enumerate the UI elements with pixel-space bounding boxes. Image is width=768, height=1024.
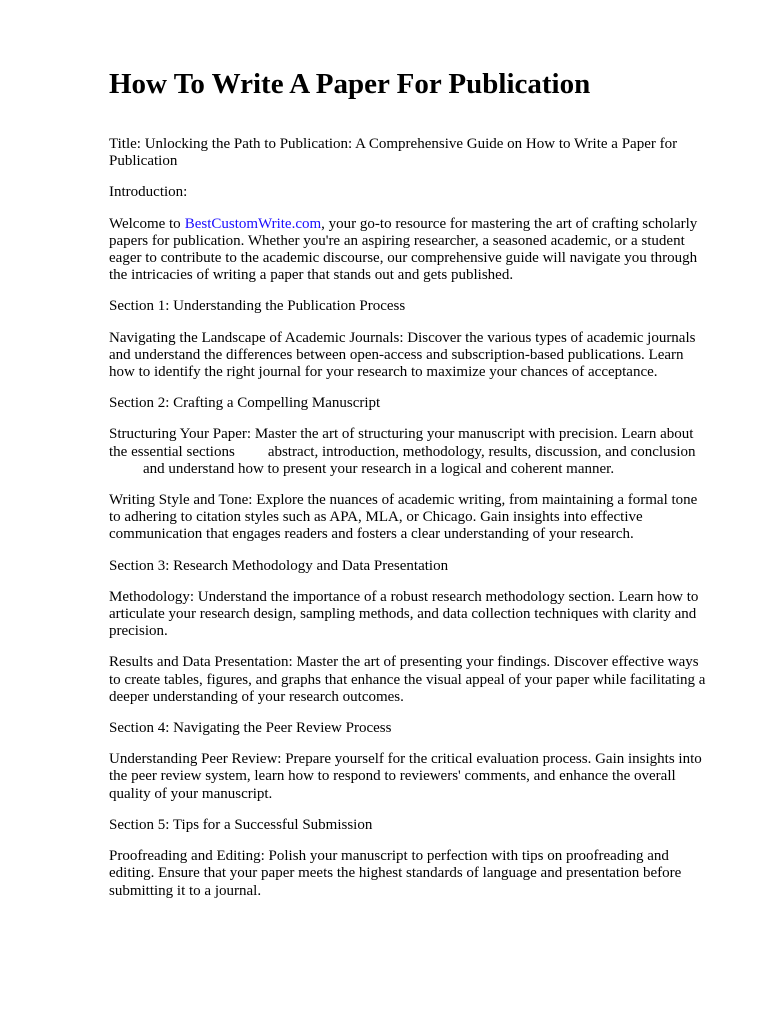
document-subtitle: Title: Unlocking the Path to Publication: A Comprehensive Guide on How to Write a Paper for Publication (109, 136, 678, 170)
introduction-paragraph (109, 216, 709, 285)
section-5-heading: Section 5: Tips for a Successful Submission (109, 816, 373, 833)
section-4-paragraph: Understanding Peer Review: Prepare yourself for the critical evaluation process. Gain insights into the peer review system, learn how to respond to reviewers' comments, and enhance the overall quality of your manuscript. (109, 751, 702, 802)
intro-text-after-link: , your go-to resource for mastering the art of crafting scholarly papers for publication. Whether you're an aspiring researcher, a seasoned academic, or a student eager to contribute to the academic discourse, our comprehensive guide will navigate you through the intricacies of writing a paper that stands out and gets published. (109, 215, 698, 284)
structuring-text-part-3: and understand how to present your research in a logical and coherent manner. (143, 460, 615, 477)
section-1-paragraph: Navigating the Landscape of Academic Journals: Discover the various types of academic journals and understand the differences between open-access and subscription-based publications. Learn how to identify the right journal for your research to maximize your chances of acceptance. (109, 329, 696, 381)
section-1-heading: Section 1: Understanding the Publication Process (109, 298, 406, 315)
structuring-text-part-2: abstract, introduction, methodology, results, discussion, and conclusion (267, 443, 696, 460)
section-3-heading: Section 3: Research Methodology and Data Presentation (109, 557, 449, 574)
page-title: How To Write A Paper For Publication (109, 68, 591, 100)
section-2-paragraph-writing-style: Writing Style and Tone: Explore the nuances of academic writing, from maintaining a formal tone to adhering to citation styles such as APA, MLA, or Chicago. Gain insights into effective communication that engages readers and fosters a clear understanding of your research. (109, 492, 698, 543)
structuring-text-part-1: Structuring Your Paper: Master the art of structuring your manuscript with precision. Learn about the essential sections (109, 426, 694, 460)
bestcustomwrite-link[interactable]: BestCustomWrite.com (184, 215, 322, 232)
section-4-heading: Section 4: Navigating the Peer Review Process (109, 720, 392, 737)
section-3-paragraph-methodology: Methodology: Understand the importance of a robust research methodology section. Learn how to articulate your research design, sampling methods, and data collection techniques with clarity and precision. (109, 588, 699, 640)
section-3-paragraph-results: Results and Data Presentation: Master the art of presenting your findings. Discover effective ways to create tables, figures, and graphs that enhance the visual appeal of your paper while facilitating a deeper understanding of your research outcomes. (109, 654, 706, 705)
document-body (109, 64, 709, 914)
section-2-paragraph-structuring (109, 426, 709, 478)
section-5-paragraph: Proofreading and Editing: Polish your manuscript to perfection with tips on proofreading and editing. Ensure that your paper meets the highest standards of language and presentation before submitting it to a journal. (109, 848, 682, 899)
introduction-heading: Introduction: (109, 184, 188, 201)
section-2-heading: Section 2: Crafting a Compelling Manuscript (109, 395, 381, 412)
intro-text-before-link: Welcome to (109, 215, 181, 232)
